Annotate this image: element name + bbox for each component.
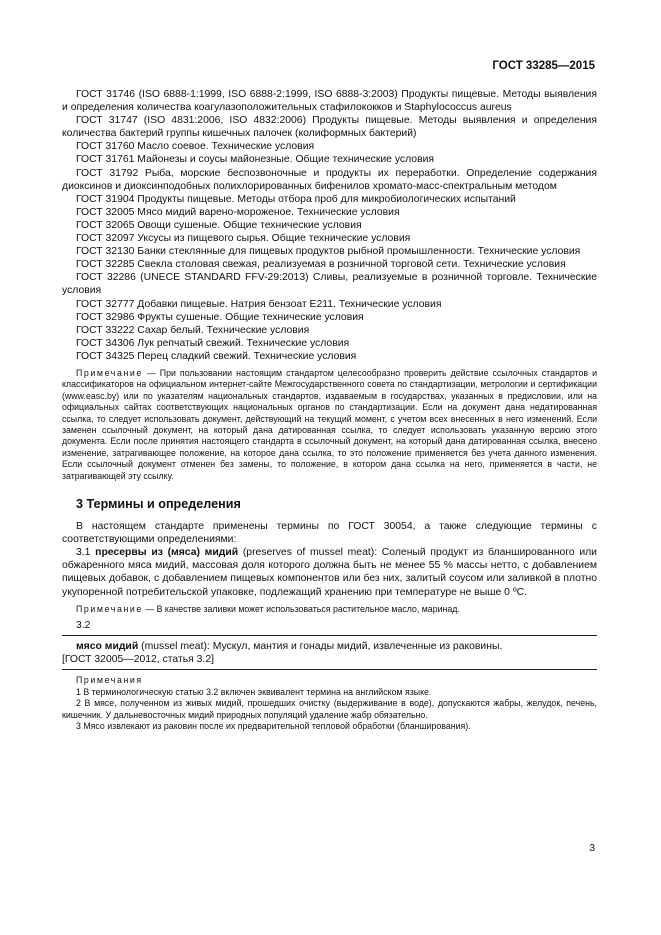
note-item: 1 В терминологическую статью 3.2 включен эквивалент термина на английском языке. [76, 686, 432, 697]
note-item: 3 Мясо извлекают из раковин после их предварительной тепловой обработки (бланширования). [76, 720, 471, 731]
reference-item: ГОСТ 32065 Овощи сушеные. Общие технические условия [76, 219, 362, 231]
section-intro: В настоящем стандарте применены термины по ГОСТ 30054, а также следующие термины с соответствующими определениями: [62, 521, 597, 546]
term-3-2 [62, 640, 597, 653]
reference-item: ГОСТ 32777 Добавки пищевые. Натрия бензоат Е211. Технические условия [76, 298, 442, 310]
reference-item: ГОСТ 31747 (ISO 4831:2006, ISO 4832:2006) Продукты пищевые. Методы выявления и определения количества бактерий группы кишечных палочек (колиформных бактерий) [62, 115, 597, 140]
term-definition: (mussel meat): Мускул, мантия и гонады мидий, извлеченные из раковины. [141, 641, 503, 653]
reference-item: ГОСТ 31792 Рыба, морские беспозвоночные и продукты их переработки. Определение содержания диоксинов и диоксинподобных полихлорированных бифенилов хромато-масс-спектральным методом [62, 167, 597, 192]
reference-item: ГОСТ 32005 Мясо мидий варено-мороженое. Технические условия [76, 206, 400, 218]
reference-item: ГОСТ 32986 Фрукты сушеные. Общие технические условия [76, 311, 364, 323]
reference-item: ГОСТ 31904 Продукты пищевые. Методы отбора проб для микробиологических испытаний [76, 193, 516, 205]
note-text: — При пользовании настоящим стандартом целесообразно проверить действие ссылочных стандартов и классификаторов на официальном интернет-сайте Межгосударственного совета по стандартизации, метрологии и сертификации (www.easc.by) или по указателям национальных стандартов, издаваемым в государствах, указанных в предисловии, или на официальных сайтах соответствующих национальных органов по стандартизации. Если на документ дана недатированная ссылка, то следует использовать документ, действующий на текущий момент, с учетом всех внесенных в него изменений. Если заменен ссылочный документ, на который дана датированная ссылка, то следует использовать указанную версию этого документа. Если после принятия настоящего стандарта в ссылочный документ, на который дана датированная ссылка, внесено изменение, затрагивающее положение, на которое дана ссылка, то это положение применяется без учета данного изменения. Если ссылочный документ отменен без замены, то положение, в котором дана ссылка на него, применяется в части, не затрагивающей эту ссылку. [62, 367, 597, 481]
normative-references-list [62, 88, 597, 363]
references-note [62, 368, 597, 482]
document-code-header: ГОСТ 33285—2015 [492, 60, 595, 72]
reference-item: ГОСТ 33222 Сахар белый. Технические условия [76, 324, 310, 336]
term-3-2-box [62, 635, 597, 670]
term-definition: (preserves of mussel meat): Соленый продукт из бланшированного или обжаренного мяса мидий, массовая доля которого должна быть не менее 55 % массы нетто, с добавлением пищевых добавок, с добавлением пищевых компонентов или без них, залитый соусом или заливкой в плотно укупоренной потребительской упаковке, подлежащий хранению при температуре не выше 0 ºС. [62, 547, 597, 598]
reference-item: ГОСТ 31761 Майонезы и соусы майонезные. Общие технические условия [76, 154, 435, 166]
note-label: Примечание [76, 603, 143, 614]
reference-item: ГОСТ 34325 Перец сладкий свежий. Технические условия [76, 350, 357, 362]
page-number: 3 [589, 843, 595, 854]
reference-item: ГОСТ 32097 Уксусы из пищевого сырья. Общие технические условия [76, 233, 411, 245]
notes-label: Примечания [76, 675, 143, 686]
note-item: 2 В мясе, полученном из живых мидий, прошедших очистку (выдерживание в воде), допускаются жабры, желудок, печень, кишечник. У дальневосточных мидий природных популяций удаление жабр обязательно. [62, 698, 597, 720]
reference-item: ГОСТ 34306 Лук репчатый свежий. Технические условия [76, 337, 350, 349]
term-number: 3.1 [76, 547, 91, 559]
term-source: [ГОСТ 32005—2012, статья 3.2] [62, 654, 214, 666]
reference-item: ГОСТ 32285 Свекла столовая свежая, реализуемая в розничной торговой сети. Технические условия [76, 259, 566, 271]
terms-notes [62, 675, 597, 732]
reference-item: ГОСТ 32286 (UNECE STANDARD FFV-29:2013) Сливы, реализуемые в розничной торговле. Технические условия [62, 272, 597, 297]
reference-item: ГОСТ 31760 Масло соевое. Технические условия [76, 141, 315, 153]
page-content [62, 88, 597, 732]
note-text: — В качестве заливки может использоваться растительное масло, маринад. [145, 603, 460, 614]
term-3-2-number: 3.2 [76, 620, 91, 631]
section-heading: 3 Термины и определения [76, 497, 241, 512]
term-note [62, 604, 597, 615]
term-name: мясо мидий [76, 641, 139, 653]
term-3-1 [62, 546, 597, 598]
term-name: пресервы из (мяса) мидий [95, 547, 239, 559]
reference-item: ГОСТ 31746 (ISO 6888-1:1999, ISO 6888-2:1999, ISO 6888-3:2003) Продукты пищевые. Методы выявления и определения количества коагулазоположительных стафилококков и Staphylococcus aureus [62, 89, 597, 114]
note-label: Примечание [76, 367, 143, 378]
reference-item: ГОСТ 32130 Банки стеклянные для пищевых продуктов рыбной промышленности. Технические условия [76, 246, 581, 258]
